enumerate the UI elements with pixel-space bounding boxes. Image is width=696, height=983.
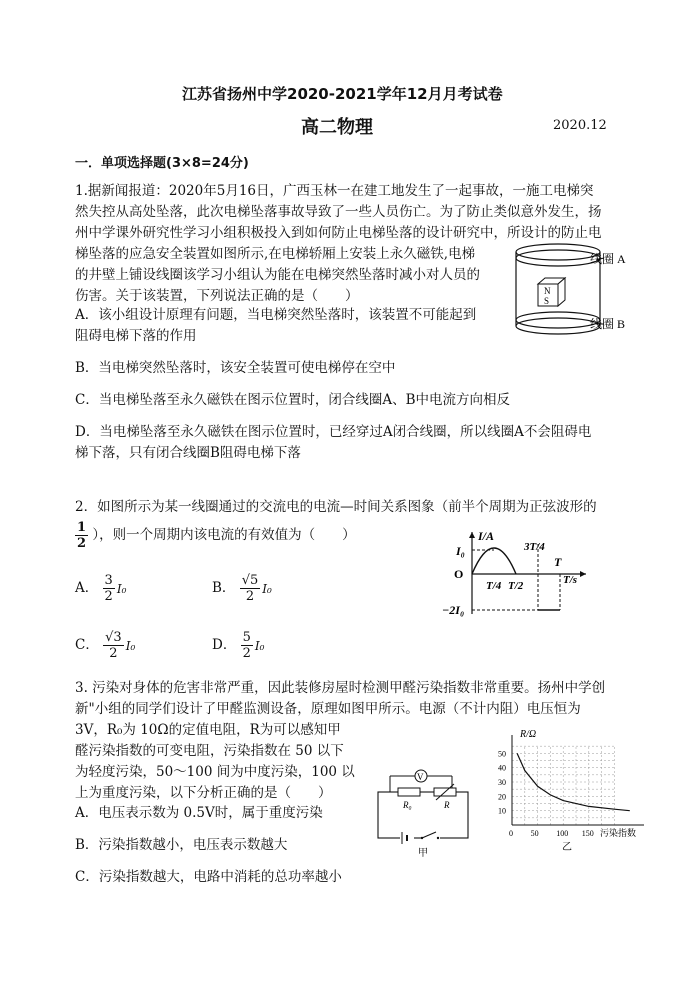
q2-option-c <box>75 630 135 661</box>
q2-c-den: 2 <box>109 646 118 661</box>
resistance-pollution-graph <box>490 725 650 853</box>
q1-line: 的井壁上铺设线圈该学习小组认为能在电梯突然坠落时减小对人员的 <box>75 267 480 283</box>
graph1-xtick-t4: T/4 <box>486 580 502 592</box>
q2-question-text: ），则一个周期内该电流的有效值为（ ） <box>92 527 356 543</box>
q2-b-num: √5 <box>241 573 259 588</box>
magnet-n-label: N <box>544 286 551 296</box>
q2-option-a <box>75 573 126 604</box>
q2-option-b-label: B． <box>212 580 236 596</box>
subject-title: 高二物理 <box>301 117 373 138</box>
current-time-graph <box>438 528 598 618</box>
coil-b-label: 线圈 B <box>590 317 626 331</box>
graph1-ytick-i0: I₀ <box>456 544 465 558</box>
q3-line: 上为重度污染，以下分析正确的是（ ） <box>75 785 332 801</box>
q2-d-num: 5 <box>242 630 251 645</box>
graph1-origin: O <box>454 567 464 581</box>
q2-option-d-label: D． <box>212 637 237 653</box>
q2-line1: 2．如图所示为某一线圈通过的交流电的电流—时间关系图象（前半个周期为正弦波形的 <box>75 499 597 515</box>
q2-b-den: 2 <box>245 589 255 604</box>
q3-line: 新"小组的同学们设计了甲醛监测设备，原理如图甲所示。电源（不计内阻）电压恒为 <box>75 701 581 717</box>
q1-line: 州中学课外研究性学习小组积极投入到如何防止电梯坠落的设计研究中，所设计的防止电 <box>75 225 602 241</box>
graph2-ytick: 10 <box>498 806 506 816</box>
q1-line: 梯坠落的应急安全装置如图所示,在电梯轿厢上安装上永久磁铁,电梯 <box>75 246 476 262</box>
q2-line2 <box>75 520 356 551</box>
q2-option-b <box>212 573 272 604</box>
q2-option-a-label: A． <box>75 580 99 596</box>
q3-line: 为轻度污染，50～100 间为中度污染，100 以 <box>75 764 355 780</box>
q1-option-c: C．当电梯坠落至永久磁铁在图示位置时，闭合线圈A、B中电流方向相反 <box>75 392 510 408</box>
q3-line: 醛污染指数的可变电阻，污染指数在 50 以下 <box>75 743 344 759</box>
q3-option-a: A．电压表示数为 0.5V时，属于重度污染 <box>75 805 323 821</box>
graph2-xtick: 50 <box>530 829 539 838</box>
q1-line: 伤害。关于该装置，下列说法正确的是（ ） <box>75 288 359 304</box>
q2-c-num: √3 <box>105 630 122 645</box>
graph2-ytick: 40 <box>498 763 506 773</box>
q2-a-sym: I₀ <box>116 581 127 596</box>
exam-date: 2020.12 <box>553 118 607 133</box>
graph2-xtick: 150 <box>581 829 594 838</box>
q3-option-c: C．污染指数越大，电路中消耗的总功率越小 <box>75 869 342 885</box>
q1-option-d-cont: 梯下落，只有闭合线圈B阻碍电梯下落 <box>75 445 301 461</box>
q1-option-a: A．该小组设计原理有问题，当电梯突然坠落时，该装置不可能起到 <box>75 307 477 323</box>
circuit-diagram <box>370 760 482 860</box>
section-heading: 一．单项选择题(3×8=24分) <box>75 156 249 171</box>
q2-d-den: 2 <box>242 646 251 661</box>
q1-option-a-cont: 阻碍电梯下落的作用 <box>75 328 197 344</box>
elevator-coil-figure <box>508 238 638 342</box>
q2-c-sym: I₀ <box>125 638 136 653</box>
graph2-ylabel: R/Ω <box>520 729 537 740</box>
graph2-ytick: 30 <box>498 778 506 787</box>
graph1-ytick-neg2i0: −2I₀ <box>442 603 465 617</box>
graph1-xtick-t: T <box>554 555 562 569</box>
graph2-xtick: 0 <box>509 829 513 838</box>
q2-option-c-label: C． <box>75 637 99 653</box>
q2-b-sym: I₀ <box>262 581 272 596</box>
r0-resistor <box>398 788 420 796</box>
r0-label: R₀ <box>403 800 412 810</box>
q1-option-b: B．当电梯突然坠落时，该安全装置可使电梯停在空中 <box>75 360 396 376</box>
r-label: R <box>444 800 450 810</box>
q2-a-num: 3 <box>104 573 113 588</box>
circuit-caption: 甲 <box>418 848 428 859</box>
q1-line: 然失控从高处坠落，此次电梯坠落事故导致了一些人员伤亡。为了防止类似意外发生，扬 <box>75 204 602 220</box>
graph2-ytick: 20 <box>498 792 506 802</box>
q3-option-b: B．污染指数越小，电压表示数越大 <box>75 837 288 853</box>
graph1-xlabel: T/s <box>563 574 578 586</box>
graph1-ylabel: I/A <box>478 529 495 543</box>
graph1-xtick-t2: T/2 <box>508 580 524 592</box>
voltmeter-label: V <box>417 772 424 782</box>
graph1-xtick-3t4: 3T/4 <box>524 541 545 553</box>
graph2-ytick: 50 <box>498 749 506 759</box>
graph2-caption: 乙 <box>562 842 572 853</box>
exam-title: 江苏省扬州中学2020-2021学年12月月考试卷 <box>182 85 503 103</box>
q3-line: 3V，R₀为 10Ω的定值电阻，R为可以感知甲 <box>75 722 341 738</box>
q3-line: 3. 污染对身体的危害非常严重，因此装修房屋时检测甲醛污染指数非常重要。扬州中学创 <box>75 680 606 696</box>
graph2-xtick: 100 <box>556 829 569 838</box>
q2-frac-den: 2 <box>77 536 87 551</box>
q1-option-d: D．当电梯坠落至永久磁铁在图示位置时，已经穿过A闭合线圈，所以线圈A不会阻碍电 <box>75 424 592 440</box>
graph2-xlabel: 污染指数 <box>600 828 637 838</box>
q2-frac-num: 1 <box>77 520 87 535</box>
q2-option-d <box>212 630 264 661</box>
q1-line: 1.据新闻报道：2020年5月16日，广西玉林一在建工地发生了一起事故，一施工电梯突 <box>75 183 594 199</box>
q2-d-sym: I₀ <box>254 638 265 653</box>
q2-a-den: 2 <box>104 589 113 604</box>
magnet-s-label: S <box>544 296 550 306</box>
q2-fraction <box>75 520 88 551</box>
coil-a-label: 线圈 A <box>590 252 626 266</box>
graph1-sine-curve <box>472 548 516 574</box>
q3-options <box>75 803 415 888</box>
